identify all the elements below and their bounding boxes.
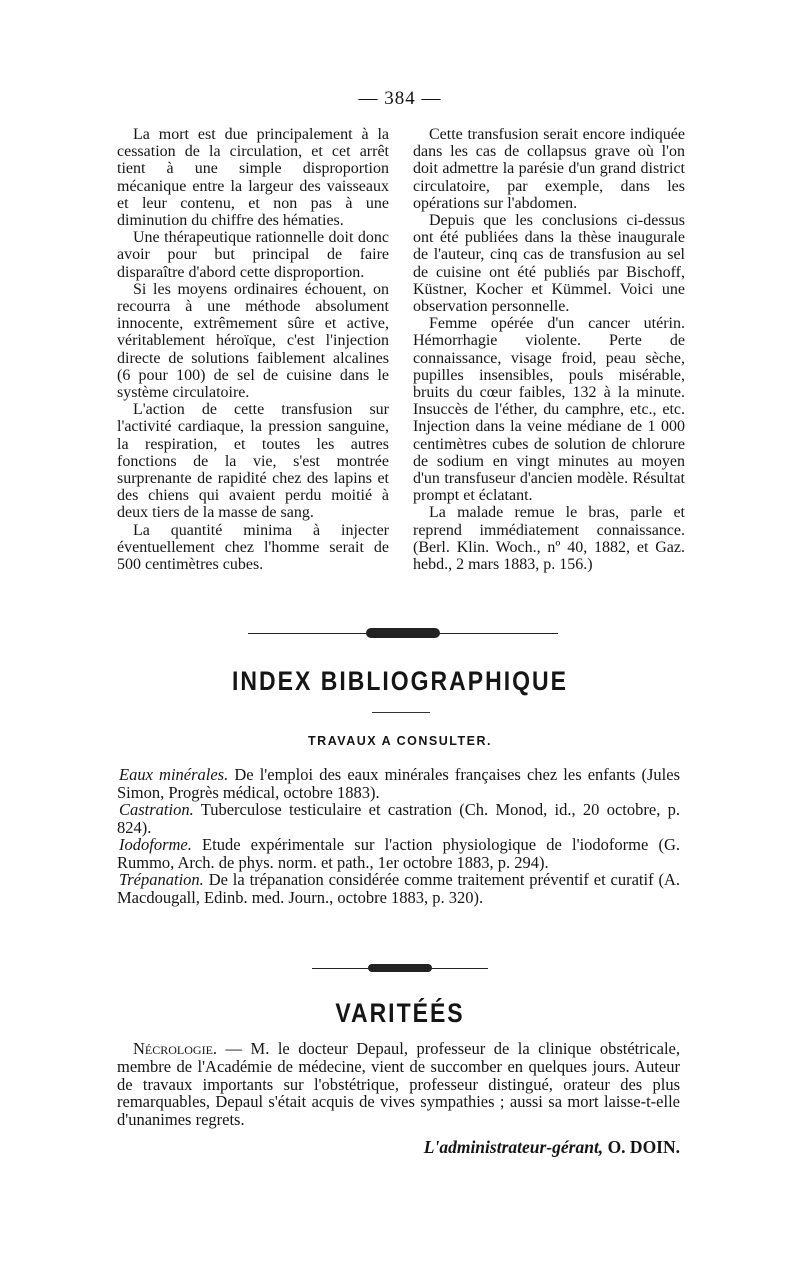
- entry-text: De la trépanation considérée comme traitement préventif et curatif (A. Macdougall, Edinb. med. Journ., octobre 1883, p. 320).: [117, 870, 680, 907]
- entry-topic: Eaux minérales.: [119, 765, 229, 784]
- entry-text: Etude expérimentale sur l'action physiologique de l'iodoforme (G. Rummo, Arch. de phys. norm. et path., 1er octobre 1883, p. 294).: [117, 835, 680, 872]
- signature-role: L'administrateur-gérant,: [423, 1137, 604, 1157]
- right-paragraph: La malade remue le bras, parle et reprend immédiatement connaissance. (Berl. Klin. Woch., nº 40, 1882, et Gaz. hebd., 2 mars 1883, p. 156.): [413, 504, 685, 574]
- necrologie-label: Nécrologie.: [133, 1039, 218, 1058]
- bibliography-list: [117, 766, 680, 906]
- right-paragraph: Cette transfusion serait encore indiquée dans les cas de collapsus grave où l'on doit admettre la parésie d'un grand district circulatoire, par exemple, dans les opérations sur l'abdomen.: [413, 126, 685, 212]
- signature: [340, 1137, 680, 1158]
- right-paragraph: Femme opérée d'un cancer utérin. Hémorrhagie violente. Perte de connaissance, visage froid, peau sèche, pupilles insensibles, pouls misérable, bruits du cœur faibles, 132 à la minute. Insuccès de l'éther, du camphre, etc., etc. Injection dans la veine médiane de 1 000 centimètres cubes de solution de chlorure de sodium en vingt minutes au moyen d'un transfuseur d'ancien modèle. Résultat prompt et éclatant.: [413, 315, 685, 505]
- necrologie-text: — M. le docteur Depaul, professeur de la clinique obstétricale, membre de l'Académie de médecine, vient de succomber en quelques jours. Auteur de travaux importants sur l'obstétrique, professeur distingué, orateur des plus remarquables, Depaul s'était acquis de vives sympathies ; aussi sa mort laisse-t-elle d'unanimes regrets.: [117, 1039, 680, 1130]
- short-rule: [372, 712, 430, 713]
- entry-topic: Castration.: [119, 800, 194, 819]
- ornamental-divider: [312, 968, 488, 969]
- travaux-heading: TRAVAUX A CONSULTER.: [308, 734, 492, 748]
- bibliography-entry: [117, 801, 680, 836]
- entry-text: De l'emploi des eaux minérales françaises chez les enfants (Jules Simon, Progrès médical, octobre 1883).: [117, 765, 680, 802]
- index-heading: INDEX BIBLIOGRAPHIQUE: [232, 665, 568, 696]
- right-paragraph: Depuis que les conclusions ci-dessus ont été publiées dans la thèse inaugurale de l'auteur, cinq cas de transfusion au sel de cuisine ont été publiés par Bischoff, Küstner, Kocher et Kümmel. Voici une observation personnelle.: [413, 212, 685, 316]
- necrologie-paragraph: [117, 1040, 680, 1129]
- left-paragraph: Une thérapeutique rationnelle doit donc avoir pour but principal de faire disparaître d'abord cette disproportion.: [117, 229, 389, 281]
- bibliography-entry: [117, 766, 680, 801]
- left-paragraph: Si les moyens ordinaires échouent, on recourra à une méthode absolument innocente, extrêmement sûre et active, véritablement héroïque, c'est l'injection directe de solutions faiblement alcalines (6 pour 100) de sel de cuisine dans le système circulatoire.: [117, 280, 389, 402]
- bibliography-entry: [117, 871, 680, 906]
- left-paragraph: La mort est due principalement à la cessation de la circulation, et cet arrêt tient à une simple disproportion mécanique entre la largeur des vaisseaux et leur contenu, et non pas à une diminution du chiffre des hématies.: [117, 126, 389, 230]
- signature-name: O. DOIN.: [607, 1137, 680, 1157]
- entry-topic: Iodoforme.: [119, 835, 192, 854]
- left-column: [117, 126, 389, 573]
- divider-ornament: [368, 964, 432, 972]
- left-paragraph: La quantité minima à injecter éventuellement chez l'homme serait de 500 centimètres cubes.: [117, 521, 389, 574]
- varietes-heading: VARITÉÉS: [335, 997, 465, 1028]
- ornamental-divider: [248, 633, 558, 634]
- entry-text: Tuberculose testiculaire et castration (Ch. Monod, id., 20 octobre, p. 824).: [117, 800, 680, 837]
- page-number: — 384 —: [358, 88, 442, 109]
- divider-ornament: [366, 628, 440, 638]
- right-column: [413, 126, 685, 573]
- bibliography-entry: [117, 836, 680, 871]
- left-paragraph: L'action de cette transfusion sur l'activité cardiaque, la pression sanguine, la respiration, et toutes les autres fonctions de la vie, s'est montrée surprenante de rapidité chez des lapins et des chiens qui avaient perdu moitié à deux tiers de la masse de sang.: [117, 401, 389, 522]
- entry-topic: Trépanation.: [119, 870, 204, 889]
